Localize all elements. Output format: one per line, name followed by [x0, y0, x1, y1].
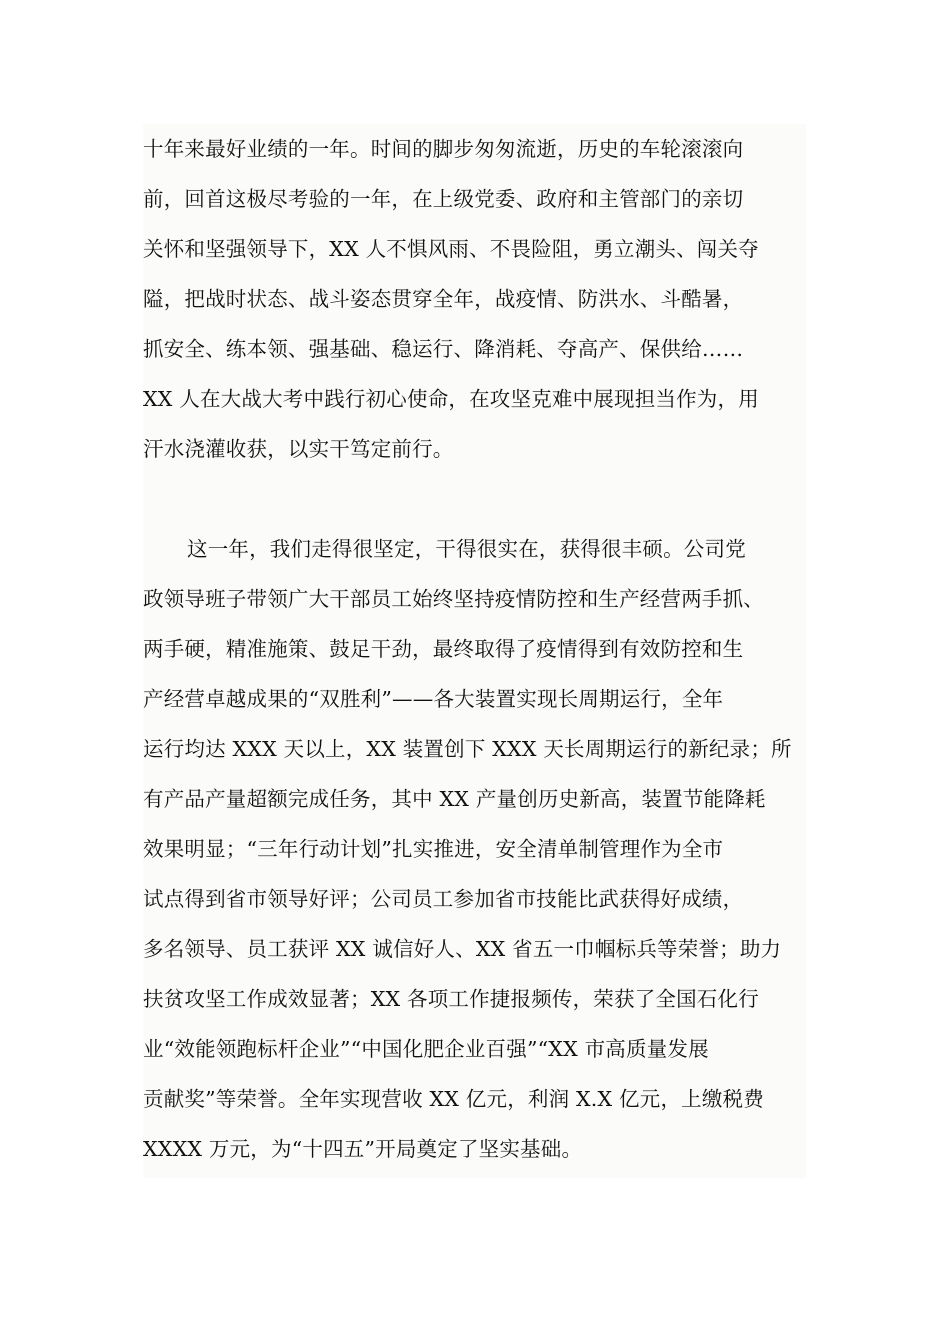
- text-line: 有产品产量超额完成任务，其中 XX 产量创历史新高，装置节能降耗: [143, 787, 766, 811]
- text-line: 产经营卓越成果的“双胜利”——各大装置实现长周期运行，全年: [143, 687, 724, 711]
- text-line: 前，回首这极尽考验的一年，在上级党委、政府和主管部门的亲切: [143, 187, 744, 211]
- text-line: 这一年，我们走得很坚定，干得很实在，获得很丰硕。公司党: [187, 537, 746, 561]
- text-line: 试点得到省市领导好评；公司员工参加省市技能比武获得好成绩，: [143, 887, 744, 911]
- text-line: 抓安全、练本领、强基础、稳运行、降消耗、夺高产、保供给……: [143, 337, 744, 361]
- text-line: 多名领导、员工获评 XX 诚信好人、XX 省五一巾帼标兵等荣誉；助力: [143, 937, 782, 961]
- document-body: [143, 124, 806, 1178]
- text-line: 效果明显；“三年行动计划”扎实推进，安全清单制管理作为全市: [143, 837, 724, 861]
- text-line: 扶贫攻坚工作成效显著；XX 各项工作捷报频传，荣获了全国石化行: [143, 987, 759, 1011]
- text-line: 隘，把战时状态、战斗姿态贯穿全年，战疫情、防洪水、斗酷暑，: [143, 287, 744, 311]
- text-line: 业“效能领跑标杆企业”“中国化肥企业百强”“XX 市高质量发展: [143, 1037, 709, 1061]
- text-line: 关怀和坚强领导下，XX 人不惧风雨、不畏险阻，勇立潮头、闯关夺: [143, 237, 759, 261]
- text-line: 贡献奖”等荣誉。全年实现营收 XX 亿元，利润 X.X 亿元，上缴税费: [143, 1087, 764, 1111]
- text-line: 两手硬，精准施策、鼓足干劲，最终取得了疫情得到有效防控和生: [143, 637, 744, 661]
- text-line: XXXX 万元，为“十四五”开局奠定了坚实基础。: [143, 1137, 583, 1161]
- text-line: 汗水浇灌收获，以实干笃定前行。: [143, 437, 454, 461]
- text-line: XX 人在大战大考中践行初心使命，在攻坚克难中展现担当作为，用: [143, 387, 759, 411]
- paragraph-2: [143, 524, 806, 1178]
- text-line: 运行均达 XXX 天以上，XX 装置创下 XXX 天长周期运行的新纪录；所: [143, 737, 792, 761]
- text-line: 政领导班子带领广大干部员工始终坚持疫情防控和生产经营两手抓、: [143, 587, 764, 611]
- paragraph-spacer: [143, 474, 806, 524]
- paragraph-1: [143, 124, 806, 474]
- text-line: 十年来最好业绩的一年。时间的脚步匆匆流逝，历史的车轮滚滚向: [143, 137, 744, 161]
